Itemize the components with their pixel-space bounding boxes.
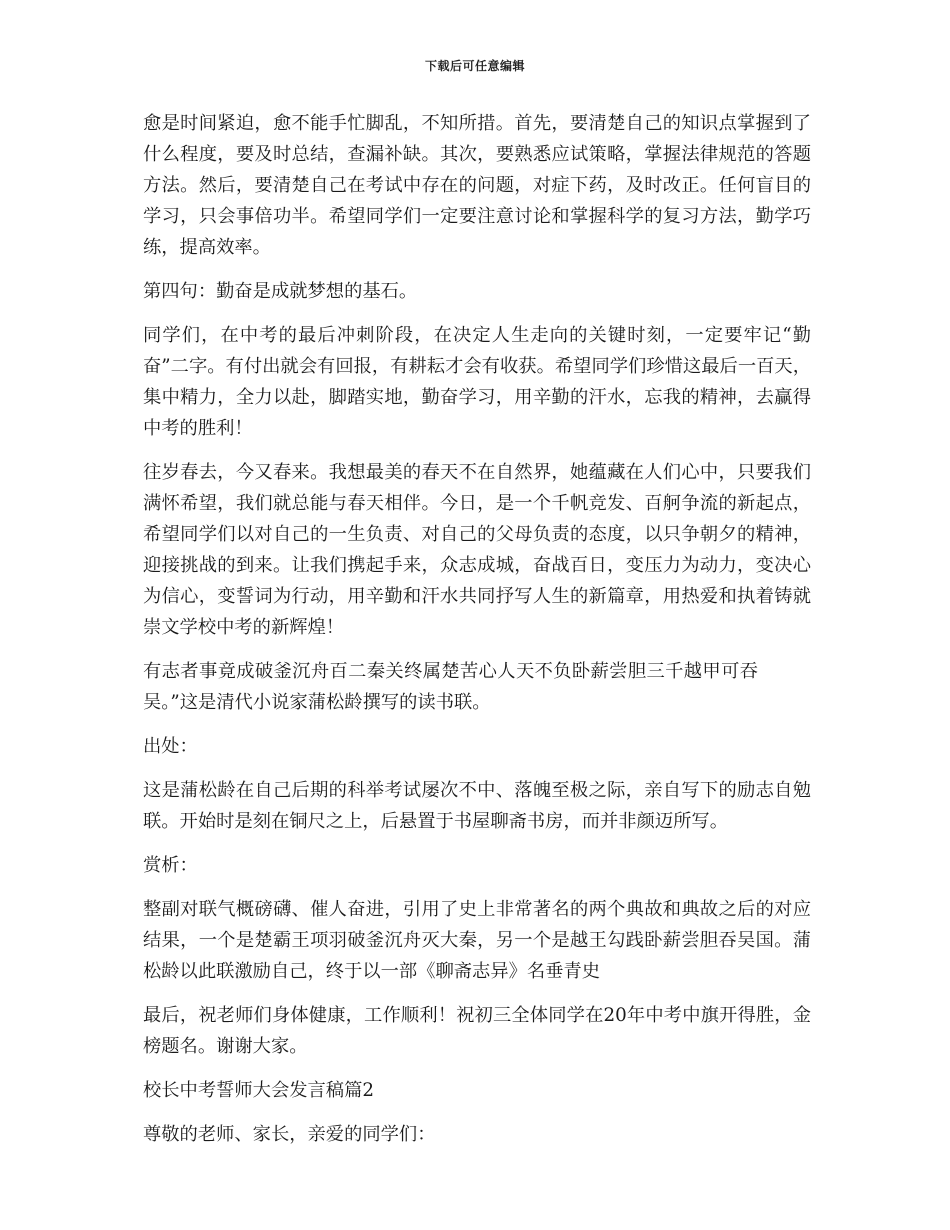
section-heading-speech-2: 校长中考誓师大会发言稿篇2 xyxy=(143,1080,375,1101)
paragraph-spring: 往岁春去，今又春来。我想最美的春天不在自然界，她蕴藏在人们心中，只要我们满怀希望，我们就总能与春天相伴。今日，是一个千帆竞发、百舸争流的新起点，希望同学们以对自己的一生负责、对自己的父母负责的态度，以只争朝夕的精神，迎接挑战的到来。让我们携起手来，众志成城，奋战百日，变压力为动力，变决心为信心，变誓词为行动，用辛勤和汗水共同抒写人生的新篇章，用热爱和执着铸就崇文学校中考的新辉煌！ xyxy=(143,462,811,638)
paragraph-couplet: 有志者事竟成破釜沉舟百二秦关终属楚苦心人天不负卧薪尝胆三千越甲可吞吴。”这是清代小说家蒲松龄撰写的读书联。 xyxy=(143,661,758,713)
paragraph-review-method: 愈是时间紧迫，愈不能手忙脚乱，不知所措。首先，要清楚自己的知识点掌握到了什么程度，要及时总结，查漏补缺。其次，要熟悉应试策略，掌握法律规范的答题方法。然后，要清楚自己在考试中存在的问题，对症下药，及时改正。任何盲目的学习，只会事倍功半。希望同学们一定要注意讨论和掌握科学的复习方法，勤学巧练，提高效率。 xyxy=(143,113,811,258)
paragraph-closing-wishes: 最后，祝老师们身体健康，工作顺利！祝初三全体同学在20年中考中旗开得胜，金榜题名。谢谢大家。 xyxy=(143,1005,811,1057)
paragraph-source-label: 出处： xyxy=(143,736,198,757)
paragraph-source: 这是蒲松龄在自己后期的科举考试屡次不中、落魄至极之际，亲自写下的励志自勉联。开始时是刻在铜尺之上，后悬置于书屋聊斋书房，而并非颜迈所写。 xyxy=(143,780,811,832)
paragraph-diligence: 同学们，在中考的最后冲刺阶段，在决定人生走向的关键时刻，一定要牢记“勤奋”二字。有付出就会有回报，有耕耘才会有收获。希望同学们珍惜这最后一百天，集中精力，全力以赴，脚踏实地，勤奋学习，用辛勤的汗水，忘我的精神，去赢得中考的胜利！ xyxy=(143,325,811,439)
page-header: 下载后可任意编辑 xyxy=(424,59,525,73)
paragraph-appreciation-label: 赏析： xyxy=(143,855,198,876)
paragraph-appreciation: 整副对联气概磅礴、催人奋进，引用了史上非常著名的两个典故和典故之后的对应结果，一个是楚霸王项羽破釜沉舟灭大秦，另一个是越王勾践卧薪尝胆吞吴国。蒲松龄以此联激励自己，终于以一部《聊斋志异》名垂青史 xyxy=(143,899,811,982)
document-body xyxy=(143,108,811,1163)
paragraph-salutation: 尊敬的老师、家长，亲爱的同学们： xyxy=(143,1124,436,1145)
paragraph-fourth-point-heading: 第四句：勤奋是成就梦想的基石。 xyxy=(143,281,418,302)
